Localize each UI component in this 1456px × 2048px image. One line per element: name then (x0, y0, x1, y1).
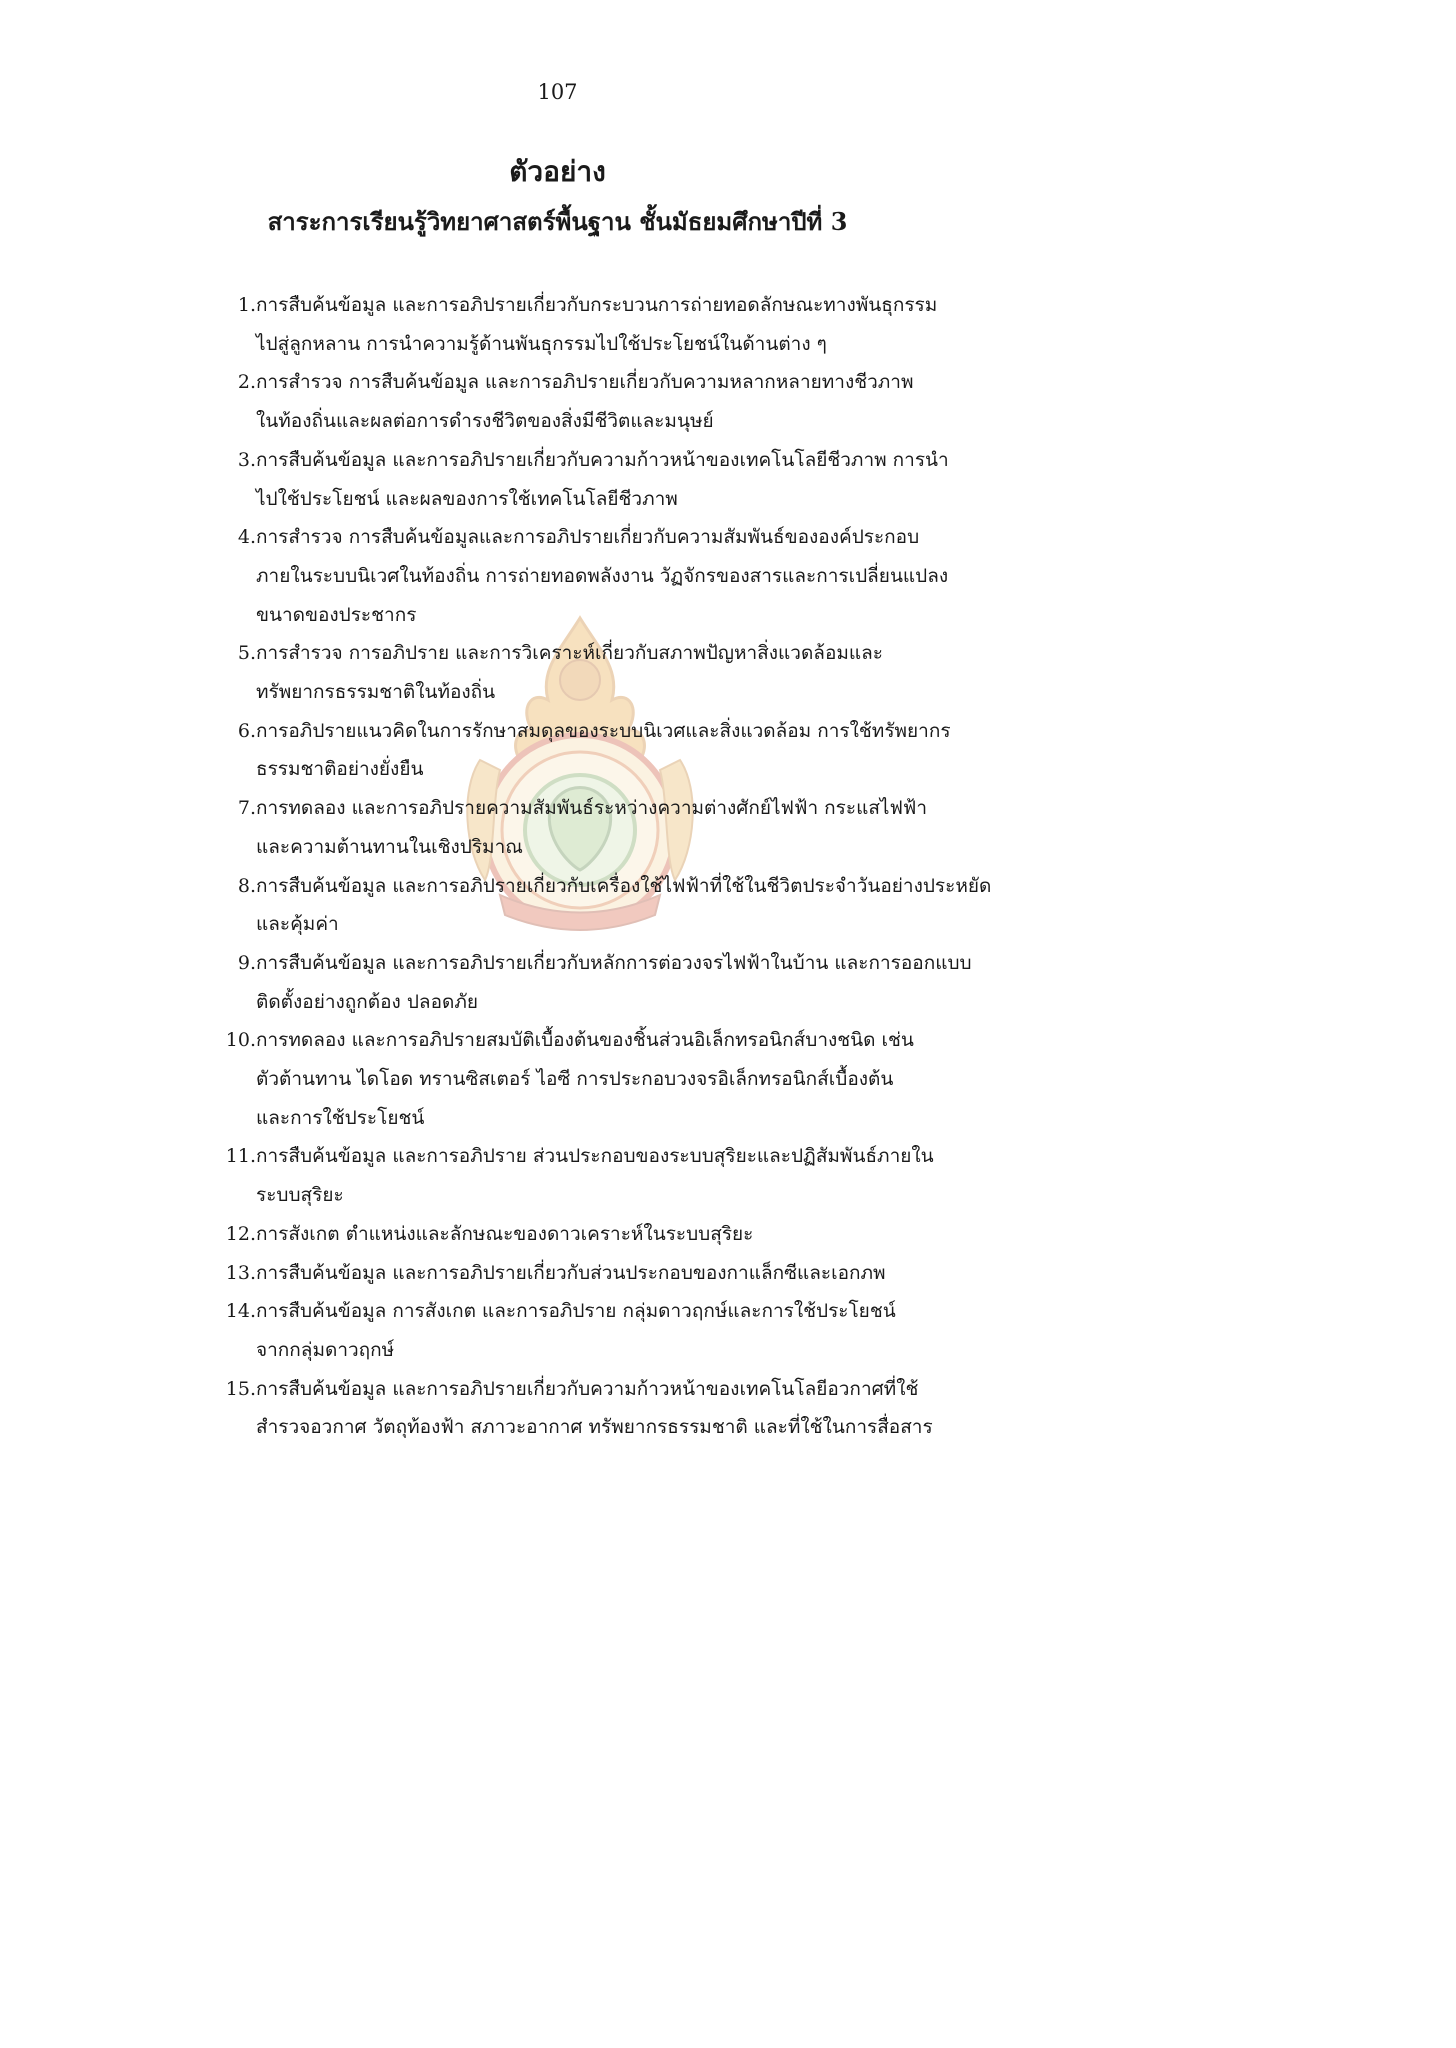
list-item (210, 286, 1010, 363)
list-item-text (256, 944, 1010, 1021)
list-item-number: 1. (237, 294, 256, 316)
list-item-line: ภายในระบบนิเวศในท้องถิ่น การถ่ายทอดพลังงาน วัฏจักรของสารและการเปลี่ยนแปลง (256, 564, 949, 587)
list-item-number: 10. (225, 1029, 256, 1052)
list-item-number: 11. (225, 1145, 256, 1168)
list-item (210, 712, 1010, 789)
list-item-number: 14. (225, 1300, 256, 1323)
list-item-text (256, 286, 1010, 363)
list-item-line: การสำรวจ การสืบค้นข้อมูลและการอภิปรายเกี่ยวกับความสัมพันธ์ขององค์ประกอบ (256, 526, 920, 549)
list-item-line: การสืบค้นข้อมูล การสังเกต และการอภิปราย กลุ่มดาวฤกษ์และการใช้ประโยชน์ (256, 1300, 896, 1323)
list-item-line: ไปใช้ประโยชน์ และผลของการใช้เทคโนโลยีชีวภาพ (256, 487, 678, 510)
list-item-line: และการใช้ประโยชน์ (256, 1106, 425, 1129)
list-item-line: ตัวต้านทาน ไดโอด ทรานซิสเตอร์ ไอซี การประกอบวงจรอิเล็กทรอนิกส์เบื้องต้น (256, 1068, 894, 1091)
list-item-text (256, 634, 1010, 711)
list-item-line: ขนาดของประชากร (256, 603, 417, 626)
list-item-text (256, 441, 1010, 518)
list-item-text (256, 789, 1010, 866)
list-item (210, 634, 1010, 711)
list-item-line: ระบบสุริยะ (256, 1184, 344, 1207)
list-item-number: 15. (225, 1377, 256, 1400)
list-item-line: ติดตั้งอย่างถูกต้อง ปลอดภัย (256, 990, 478, 1013)
list-item-text (256, 867, 1010, 944)
list-item-line: และความต้านทานในเชิงปริมาณ (256, 835, 523, 858)
list-item-line: ไปสู่ลูกหลาน การนำความรู้ด้านพันธุกรรมไปใช้ประโยชน์ในด้านต่าง ๆ (256, 332, 827, 355)
list-item-text (256, 1370, 1010, 1447)
list-item-line: การสืบค้นข้อมูล และการอภิปรายเกี่ยวกับความก้าวหน้าของเทคโนโลยีชีวภาพ การนำ (256, 448, 949, 471)
list-item-number: 2. (237, 371, 256, 394)
list-item-line: ในท้องถิ่นและผลต่อการดำรงชีวิตของสิ่งมีชีวิตและมนุษย์ (256, 410, 714, 433)
list-item (210, 789, 1010, 866)
list-item (210, 1254, 1010, 1293)
list-item-line: จากกลุ่มดาวฤกษ์ (256, 1338, 395, 1361)
list-item-line: การทดลอง และการอภิปรายความสัมพันธ์ระหว่างความต่างศักย์ไฟฟ้า กระแสไฟฟ้า (256, 797, 928, 820)
list-item-text (256, 1254, 1010, 1293)
list-item-text (256, 1021, 1010, 1137)
list-item-number: 12. (225, 1222, 256, 1245)
list-item (210, 867, 1010, 944)
list-item (210, 441, 1010, 518)
list-item (210, 1292, 1010, 1369)
learning-content-list (210, 286, 1010, 1447)
page-subtitle: สาระการเรียนรู้วิทยาศาสตร์พื้นฐาน ชั้นมัธยมศึกษาปีที่ 3 (267, 207, 848, 236)
list-item (210, 1137, 1010, 1214)
list-item-number: 5. (237, 642, 256, 665)
list-item-line: สำรวจอวกาศ วัตถุท้องฟ้า สภาวะอากาศ ทรัพยากรธรรมชาติ และที่ใช้ในการสื่อสาร (256, 1416, 933, 1439)
page-number: 107 (537, 80, 578, 104)
list-item-line: ธรรมชาติอย่างยั่งยืน (256, 758, 424, 781)
list-item-line: การสืบค้นข้อมูล และการอภิปรายเกี่ยวกับส่วนประกอบของกาแล็กซีและเอกภพ (256, 1261, 886, 1284)
list-item-number: 13. (225, 1261, 256, 1284)
list-item-number: 7. (237, 797, 256, 820)
list-item-line: และคุ้มค่า (256, 913, 339, 936)
list-item-line: การสังเกต ตำแหน่งและลักษณะของดาวเคราะห์ในระบบสุริยะ (256, 1222, 754, 1245)
list-item-text (256, 1137, 1010, 1214)
list-item-text (256, 363, 1010, 440)
list-item-text (256, 1292, 1010, 1369)
list-item-line: การสืบค้นข้อมูล และการอภิปรายเกี่ยวกับกระบวนการถ่ายทอดลักษณะทางพันธุกรรม (256, 294, 938, 316)
list-item-line: การสืบค้นข้อมูล และการอภิปราย ส่วนประกอบของระบบสุริยะและปฏิสัมพันธ์ภายใน (256, 1145, 934, 1168)
list-item-text (256, 1215, 1010, 1254)
list-item-text (256, 518, 1010, 634)
list-item (210, 1215, 1010, 1254)
list-item-number: 9. (237, 951, 256, 974)
list-item-line: การสืบค้นข้อมูล และการอภิปรายเกี่ยวกับเครื่องใช้ไฟฟ้าที่ใช้ในชีวิตประจำวันอย่างประหยัด (256, 874, 992, 897)
list-item (210, 1370, 1010, 1447)
list-item (210, 518, 1010, 634)
list-item-line: การสำรวจ การอภิปราย และการวิเคราะห์เกี่ยวกับสภาพปัญหาสิ่งแวดล้อมและ (256, 642, 883, 665)
list-item (210, 363, 1010, 440)
list-item (210, 944, 1010, 1021)
list-item-line: การสืบค้นข้อมูล และการอภิปรายเกี่ยวกับหลักการต่อวงจรไฟฟ้าในบ้าน และการออกแบบ (256, 951, 972, 974)
list-item-number: 6. (237, 719, 256, 742)
list-item-text (256, 712, 1010, 789)
list-item-line: ทรัพยากรธรรมชาติในท้องถิ่น (256, 681, 496, 704)
list-item-line: การสืบค้นข้อมูล และการอภิปรายเกี่ยวกับความก้าวหน้าของเทคโนโลยีอวกาศที่ใช้ (256, 1377, 919, 1400)
list-item-line: การสำรวจ การสืบค้นข้อมูล และการอภิปรายเกี่ยวกับความหลากหลายทางชีวภาพ (256, 371, 914, 394)
list-item-line: การอภิปรายแนวคิดในการรักษาสมดุลของระบบนิเวศและสิ่งแวดล้อม การใช้ทรัพยากร (256, 719, 951, 742)
list-item-number: 8. (237, 874, 256, 897)
list-item-number: 3. (237, 448, 256, 471)
list-item-line: การทดลอง และการอภิปรายสมบัติเบื้องต้นของชิ้นส่วนอิเล็กทรอนิกส์บางชนิด เช่น (256, 1029, 914, 1052)
list-item-number: 4. (237, 526, 256, 549)
page-title: ตัวอย่าง (509, 155, 606, 188)
list-item (210, 1021, 1010, 1137)
